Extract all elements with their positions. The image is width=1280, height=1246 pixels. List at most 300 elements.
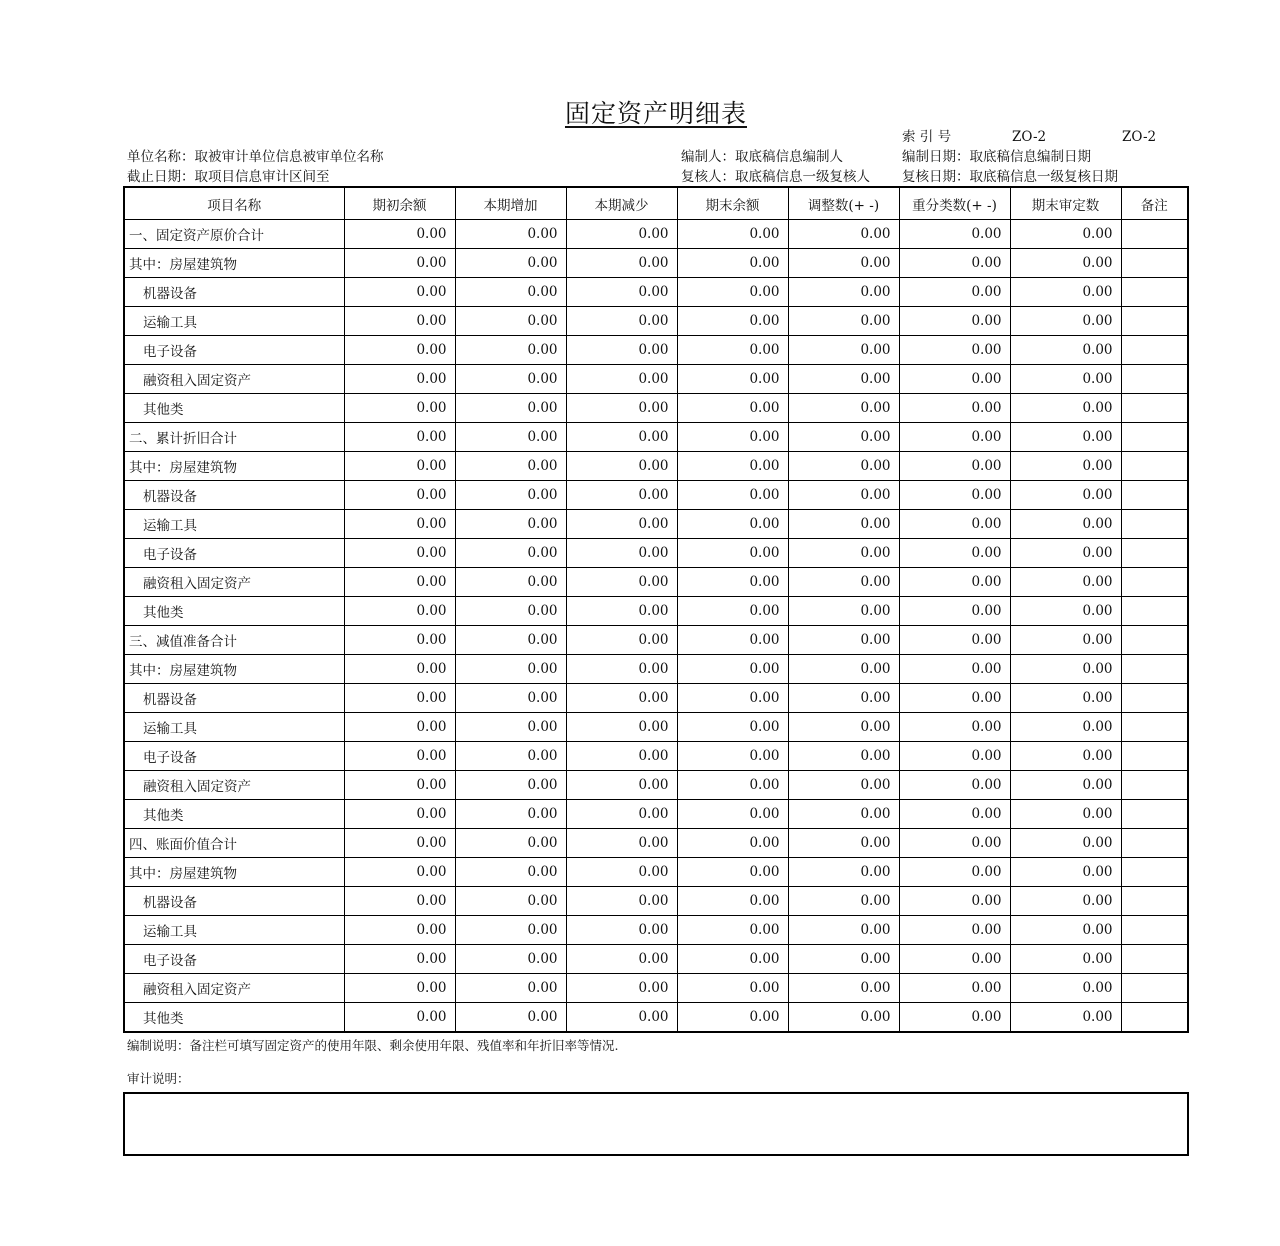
- amount-cell[interactable]: 0.00: [455, 249, 566, 278]
- amount-cell[interactable]: 0.00: [677, 684, 788, 713]
- table-row: [124, 568, 1188, 597]
- remark-cell[interactable]: [1121, 800, 1188, 829]
- amount-cell[interactable]: 0.00: [566, 249, 677, 278]
- remark-cell[interactable]: [1121, 626, 1188, 655]
- amount-cell[interactable]: 0.00: [1010, 510, 1121, 539]
- column-header: 期末余额: [677, 187, 788, 220]
- amount-cell[interactable]: 0.00: [677, 829, 788, 858]
- amount-cell[interactable]: 0.00: [344, 684, 455, 713]
- row-item-name: 运输工具: [124, 713, 344, 742]
- amount-cell[interactable]: 0.00: [1010, 684, 1121, 713]
- row-item-name: 其中：房屋建筑物: [124, 858, 344, 887]
- column-header: 期初余额: [344, 187, 455, 220]
- amount-cell[interactable]: 0.00: [899, 539, 1010, 568]
- amount-cell[interactable]: 0.00: [899, 713, 1010, 742]
- amount-cell[interactable]: 0.00: [677, 394, 788, 423]
- table-row: [124, 858, 1188, 887]
- amount-cell[interactable]: 0.00: [1010, 365, 1121, 394]
- amount-cell[interactable]: 0.00: [677, 974, 788, 1003]
- table-row: [124, 423, 1188, 452]
- table-row: [124, 307, 1188, 336]
- amount-cell[interactable]: 0.00: [566, 829, 677, 858]
- table-row: [124, 220, 1188, 249]
- amount-cell[interactable]: 0.00: [566, 974, 677, 1003]
- amount-cell[interactable]: 0.00: [566, 597, 677, 626]
- amount-cell[interactable]: 0.00: [1010, 1003, 1121, 1033]
- amount-cell[interactable]: 0.00: [899, 771, 1010, 800]
- index-value-secondary: ZO-2: [1122, 129, 1157, 145]
- amount-cell[interactable]: 0.00: [1010, 568, 1121, 597]
- row-item-name: 机器设备: [124, 684, 344, 713]
- amount-cell[interactable]: 0.00: [344, 800, 455, 829]
- amount-cell[interactable]: 0.00: [1010, 394, 1121, 423]
- remark-cell[interactable]: [1121, 510, 1188, 539]
- amount-cell[interactable]: 0.00: [566, 1003, 677, 1033]
- amount-cell[interactable]: 0.00: [344, 307, 455, 336]
- amount-cell[interactable]: 0.00: [344, 1003, 455, 1033]
- amount-cell[interactable]: 0.00: [455, 945, 566, 974]
- amount-cell[interactable]: 0.00: [1010, 481, 1121, 510]
- amount-cell[interactable]: 0.00: [344, 713, 455, 742]
- amount-cell[interactable]: 0.00: [788, 249, 899, 278]
- amount-cell[interactable]: 0.00: [455, 423, 566, 452]
- amount-cell[interactable]: 0.00: [788, 481, 899, 510]
- remark-cell[interactable]: [1121, 394, 1188, 423]
- amount-cell[interactable]: 0.00: [455, 452, 566, 481]
- amount-cell[interactable]: 0.00: [566, 307, 677, 336]
- amount-cell[interactable]: 0.00: [788, 974, 899, 1003]
- remark-cell[interactable]: [1121, 539, 1188, 568]
- table-row: [124, 336, 1188, 365]
- remark-cell[interactable]: [1121, 336, 1188, 365]
- amount-cell[interactable]: 0.00: [566, 568, 677, 597]
- amount-cell[interactable]: 0.00: [1010, 626, 1121, 655]
- amount-cell[interactable]: 0.00: [788, 597, 899, 626]
- amount-cell[interactable]: 0.00: [1010, 423, 1121, 452]
- amount-cell[interactable]: 0.00: [677, 249, 788, 278]
- amount-cell[interactable]: 0.00: [677, 568, 788, 597]
- preparation-note: 编制说明：备注栏可填写固定资产的使用年限、剩余使用年限、残值率和年折旧率等情况.: [127, 1038, 619, 1053]
- amount-cell[interactable]: 0.00: [788, 684, 899, 713]
- row-item-name: 电子设备: [124, 336, 344, 365]
- amount-cell[interactable]: 0.00: [788, 278, 899, 307]
- amount-cell[interactable]: 0.00: [899, 423, 1010, 452]
- table-row: [124, 1003, 1188, 1033]
- table-row: [124, 974, 1188, 1003]
- remark-cell[interactable]: [1121, 220, 1188, 249]
- index-value: ZO-2: [1012, 129, 1047, 145]
- table-row: [124, 916, 1188, 945]
- index-label: 索 引 号: [902, 129, 952, 145]
- amount-cell[interactable]: 0.00: [1010, 597, 1121, 626]
- amount-cell[interactable]: 0.00: [455, 858, 566, 887]
- remark-cell[interactable]: [1121, 742, 1188, 771]
- amount-cell[interactable]: 0.00: [344, 597, 455, 626]
- remark-cell[interactable]: [1121, 945, 1188, 974]
- table-body: [124, 220, 1188, 1033]
- preparer: 编制人：取底稿信息编制人: [681, 149, 843, 165]
- amount-cell[interactable]: 0.00: [566, 945, 677, 974]
- amount-cell[interactable]: 0.00: [788, 887, 899, 916]
- amount-cell[interactable]: 0.00: [455, 742, 566, 771]
- amount-cell[interactable]: 0.00: [899, 626, 1010, 655]
- amount-cell[interactable]: 0.00: [344, 539, 455, 568]
- row-item-name: 一、固定资产原价合计: [124, 220, 344, 249]
- amount-cell[interactable]: 0.00: [899, 829, 1010, 858]
- amount-cell[interactable]: 0.00: [566, 481, 677, 510]
- amount-cell[interactable]: 0.00: [788, 800, 899, 829]
- row-item-name: 机器设备: [124, 481, 344, 510]
- remark-cell[interactable]: [1121, 771, 1188, 800]
- amount-cell[interactable]: 0.00: [455, 829, 566, 858]
- column-header: 本期增加: [455, 187, 566, 220]
- amount-cell[interactable]: 0.00: [455, 771, 566, 800]
- table-row: [124, 481, 1188, 510]
- amount-cell[interactable]: 0.00: [899, 858, 1010, 887]
- amount-cell[interactable]: 0.00: [1010, 858, 1121, 887]
- amount-cell[interactable]: 0.00: [344, 365, 455, 394]
- amount-cell[interactable]: 0.00: [677, 800, 788, 829]
- amount-cell[interactable]: 0.00: [677, 365, 788, 394]
- amount-cell[interactable]: 0.00: [677, 452, 788, 481]
- amount-cell[interactable]: 0.00: [344, 510, 455, 539]
- amount-cell[interactable]: 0.00: [344, 278, 455, 307]
- amount-cell[interactable]: 0.00: [899, 568, 1010, 597]
- amount-cell[interactable]: 0.00: [1010, 974, 1121, 1003]
- amount-cell[interactable]: 0.00: [899, 481, 1010, 510]
- amount-cell[interactable]: 0.00: [677, 336, 788, 365]
- amount-cell[interactable]: 0.00: [677, 539, 788, 568]
- page-title: 固定资产明细表: [564, 99, 747, 128]
- amount-cell[interactable]: 0.00: [788, 336, 899, 365]
- amount-cell[interactable]: 0.00: [566, 336, 677, 365]
- remark-cell[interactable]: [1121, 278, 1188, 307]
- amount-cell[interactable]: 0.00: [344, 626, 455, 655]
- row-item-name: 二、累计折旧合计: [124, 423, 344, 452]
- amount-cell[interactable]: 0.00: [455, 655, 566, 684]
- amount-cell[interactable]: 0.00: [566, 452, 677, 481]
- audit-note-label: 审计说明：: [127, 1071, 190, 1086]
- amount-cell[interactable]: 0.00: [455, 307, 566, 336]
- amount-cell[interactable]: 0.00: [455, 916, 566, 945]
- row-item-name: 融资租入固定资产: [124, 974, 344, 1003]
- amount-cell[interactable]: 0.00: [677, 916, 788, 945]
- amount-cell[interactable]: 0.00: [344, 945, 455, 974]
- amount-cell[interactable]: 0.00: [788, 1003, 899, 1033]
- remark-cell[interactable]: [1121, 916, 1188, 945]
- amount-cell[interactable]: 0.00: [677, 626, 788, 655]
- amount-cell[interactable]: 0.00: [1010, 713, 1121, 742]
- amount-cell[interactable]: 0.00: [899, 365, 1010, 394]
- table-row: [124, 945, 1188, 974]
- table-header-row: [124, 187, 1188, 220]
- amount-cell[interactable]: 0.00: [899, 974, 1010, 1003]
- row-item-name: 其他类: [124, 1003, 344, 1033]
- amount-cell[interactable]: 0.00: [566, 800, 677, 829]
- amount-cell[interactable]: 0.00: [788, 829, 899, 858]
- amount-cell[interactable]: 0.00: [455, 510, 566, 539]
- amount-cell[interactable]: 0.00: [455, 800, 566, 829]
- amount-cell[interactable]: 0.00: [455, 626, 566, 655]
- amount-cell[interactable]: 0.00: [344, 452, 455, 481]
- amount-cell[interactable]: 0.00: [788, 742, 899, 771]
- amount-cell[interactable]: 0.00: [344, 974, 455, 1003]
- amount-cell[interactable]: 0.00: [1010, 800, 1121, 829]
- row-item-name: 其中：房屋建筑物: [124, 249, 344, 278]
- row-item-name: 其他类: [124, 800, 344, 829]
- row-item-name: 机器设备: [124, 887, 344, 916]
- amount-cell[interactable]: 0.00: [566, 742, 677, 771]
- audit-note-box[interactable]: [123, 1092, 1189, 1156]
- amount-cell[interactable]: 0.00: [344, 568, 455, 597]
- amount-cell[interactable]: 0.00: [344, 394, 455, 423]
- amount-cell[interactable]: 0.00: [899, 220, 1010, 249]
- row-item-name: 电子设备: [124, 742, 344, 771]
- remark-cell[interactable]: [1121, 1003, 1188, 1033]
- amount-cell[interactable]: 0.00: [344, 742, 455, 771]
- amount-cell[interactable]: 0.00: [677, 307, 788, 336]
- amount-cell[interactable]: 0.00: [677, 771, 788, 800]
- amount-cell[interactable]: 0.00: [566, 771, 677, 800]
- amount-cell[interactable]: 0.00: [788, 916, 899, 945]
- amount-cell[interactable]: 0.00: [1010, 220, 1121, 249]
- table-row: [124, 626, 1188, 655]
- prepare-date: 编制日期：取底稿信息编制日期: [902, 149, 1091, 165]
- amount-cell[interactable]: 0.00: [788, 568, 899, 597]
- amount-cell[interactable]: 0.00: [1010, 452, 1121, 481]
- amount-cell[interactable]: 0.00: [677, 887, 788, 916]
- amount-cell[interactable]: 0.00: [566, 539, 677, 568]
- amount-cell[interactable]: 0.00: [455, 220, 566, 249]
- amount-cell[interactable]: 0.00: [899, 510, 1010, 539]
- amount-cell[interactable]: 0.00: [677, 858, 788, 887]
- amount-cell[interactable]: 0.00: [899, 597, 1010, 626]
- amount-cell[interactable]: 0.00: [566, 220, 677, 249]
- amount-cell[interactable]: 0.00: [1010, 829, 1121, 858]
- row-item-name: 其中：房屋建筑物: [124, 655, 344, 684]
- amount-cell[interactable]: 0.00: [455, 365, 566, 394]
- row-item-name: 其中：房屋建筑物: [124, 452, 344, 481]
- amount-cell[interactable]: 0.00: [344, 858, 455, 887]
- row-item-name: 运输工具: [124, 307, 344, 336]
- amount-cell[interactable]: 0.00: [677, 220, 788, 249]
- row-item-name: 机器设备: [124, 278, 344, 307]
- amount-cell[interactable]: 0.00: [899, 684, 1010, 713]
- remark-cell[interactable]: [1121, 568, 1188, 597]
- remark-cell[interactable]: [1121, 887, 1188, 916]
- amount-cell[interactable]: 0.00: [566, 626, 677, 655]
- amount-cell[interactable]: 0.00: [1010, 278, 1121, 307]
- amount-cell[interactable]: 0.00: [1010, 916, 1121, 945]
- amount-cell[interactable]: 0.00: [677, 713, 788, 742]
- table-row: [124, 713, 1188, 742]
- amount-cell[interactable]: 0.00: [899, 1003, 1010, 1033]
- row-item-name: 运输工具: [124, 916, 344, 945]
- amount-cell[interactable]: 0.00: [344, 771, 455, 800]
- table-row: [124, 452, 1188, 481]
- amount-cell[interactable]: 0.00: [455, 568, 566, 597]
- amount-cell[interactable]: 0.00: [788, 771, 899, 800]
- cutoff-date: 截止日期：取项目信息审计区间至: [127, 169, 330, 185]
- amount-cell[interactable]: 0.00: [1010, 742, 1121, 771]
- amount-cell[interactable]: 0.00: [788, 220, 899, 249]
- amount-cell[interactable]: 0.00: [1010, 307, 1121, 336]
- amount-cell[interactable]: 0.00: [344, 887, 455, 916]
- amount-cell[interactable]: 0.00: [899, 394, 1010, 423]
- column-header: 期末审定数: [1010, 187, 1121, 220]
- amount-cell[interactable]: 0.00: [455, 394, 566, 423]
- amount-cell[interactable]: 0.00: [899, 278, 1010, 307]
- row-item-name: 融资租入固定资产: [124, 568, 344, 597]
- amount-cell[interactable]: 0.00: [788, 858, 899, 887]
- amount-cell[interactable]: 0.00: [788, 655, 899, 684]
- row-item-name: 其他类: [124, 597, 344, 626]
- amount-cell[interactable]: 0.00: [344, 249, 455, 278]
- amount-cell[interactable]: 0.00: [788, 539, 899, 568]
- amount-cell[interactable]: 0.00: [566, 713, 677, 742]
- amount-cell[interactable]: 0.00: [899, 307, 1010, 336]
- amount-cell[interactable]: 0.00: [899, 945, 1010, 974]
- amount-cell[interactable]: 0.00: [677, 597, 788, 626]
- table-row: [124, 829, 1188, 858]
- remark-cell[interactable]: [1121, 423, 1188, 452]
- amount-cell[interactable]: 0.00: [455, 597, 566, 626]
- remark-cell[interactable]: [1121, 829, 1188, 858]
- amount-cell[interactable]: 0.00: [788, 452, 899, 481]
- table-row: [124, 887, 1188, 916]
- row-item-name: 电子设备: [124, 539, 344, 568]
- amount-cell[interactable]: 0.00: [788, 945, 899, 974]
- amount-cell[interactable]: 0.00: [1010, 771, 1121, 800]
- remark-cell[interactable]: [1121, 655, 1188, 684]
- remark-cell[interactable]: [1121, 481, 1188, 510]
- amount-cell[interactable]: 0.00: [344, 481, 455, 510]
- amount-cell[interactable]: 0.00: [455, 713, 566, 742]
- row-item-name: 运输工具: [124, 510, 344, 539]
- amount-cell[interactable]: 0.00: [566, 684, 677, 713]
- amount-cell[interactable]: 0.00: [455, 278, 566, 307]
- amount-cell[interactable]: 0.00: [566, 278, 677, 307]
- reviewer: 复核人：取底稿信息一级复核人: [681, 169, 870, 185]
- amount-cell[interactable]: 0.00: [788, 626, 899, 655]
- remark-cell[interactable]: [1121, 365, 1188, 394]
- amount-cell[interactable]: 0.00: [1010, 887, 1121, 916]
- amount-cell[interactable]: 0.00: [899, 655, 1010, 684]
- amount-cell[interactable]: 0.00: [566, 858, 677, 887]
- amount-cell[interactable]: 0.00: [566, 365, 677, 394]
- table-row: [124, 742, 1188, 771]
- amount-cell[interactable]: 0.00: [344, 220, 455, 249]
- fixed-asset-table: [123, 186, 1189, 1033]
- amount-cell[interactable]: 0.00: [455, 481, 566, 510]
- amount-cell[interactable]: 0.00: [788, 510, 899, 539]
- row-item-name: 融资租入固定资产: [124, 365, 344, 394]
- table-row: [124, 655, 1188, 684]
- amount-cell[interactable]: 0.00: [899, 249, 1010, 278]
- table-row: [124, 365, 1188, 394]
- table-row: [124, 539, 1188, 568]
- amount-cell[interactable]: 0.00: [677, 655, 788, 684]
- amount-cell[interactable]: 0.00: [566, 423, 677, 452]
- amount-cell[interactable]: 0.00: [1010, 249, 1121, 278]
- remark-cell[interactable]: [1121, 858, 1188, 887]
- remark-cell[interactable]: [1121, 713, 1188, 742]
- amount-cell[interactable]: 0.00: [344, 336, 455, 365]
- amount-cell[interactable]: 0.00: [788, 423, 899, 452]
- amount-cell[interactable]: 0.00: [344, 829, 455, 858]
- table-row: [124, 800, 1188, 829]
- amount-cell[interactable]: 0.00: [1010, 539, 1121, 568]
- amount-cell[interactable]: 0.00: [344, 423, 455, 452]
- amount-cell[interactable]: 0.00: [677, 278, 788, 307]
- amount-cell[interactable]: 0.00: [677, 481, 788, 510]
- amount-cell[interactable]: 0.00: [455, 887, 566, 916]
- amount-cell[interactable]: 0.00: [566, 394, 677, 423]
- amount-cell[interactable]: 0.00: [788, 365, 899, 394]
- amount-cell[interactable]: 0.00: [455, 684, 566, 713]
- remark-cell[interactable]: [1121, 249, 1188, 278]
- amount-cell[interactable]: 0.00: [344, 655, 455, 684]
- amount-cell[interactable]: 0.00: [788, 307, 899, 336]
- amount-cell[interactable]: 0.00: [1010, 945, 1121, 974]
- remark-cell[interactable]: [1121, 307, 1188, 336]
- amount-cell[interactable]: 0.00: [566, 887, 677, 916]
- amount-cell[interactable]: 0.00: [899, 742, 1010, 771]
- table-row: [124, 278, 1188, 307]
- remark-cell[interactable]: [1121, 597, 1188, 626]
- row-item-name: 其他类: [124, 394, 344, 423]
- row-item-name: 融资租入固定资产: [124, 771, 344, 800]
- amount-cell[interactable]: 0.00: [899, 800, 1010, 829]
- amount-cell[interactable]: 0.00: [455, 539, 566, 568]
- row-item-name: 三、减值准备合计: [124, 626, 344, 655]
- column-header: 项目名称: [124, 187, 344, 220]
- amount-cell[interactable]: 0.00: [677, 945, 788, 974]
- remark-cell[interactable]: [1121, 684, 1188, 713]
- amount-cell[interactable]: 0.00: [677, 423, 788, 452]
- table-row: [124, 249, 1188, 278]
- remark-cell[interactable]: [1121, 974, 1188, 1003]
- amount-cell[interactable]: 0.00: [677, 510, 788, 539]
- table-row: [124, 597, 1188, 626]
- amount-cell[interactable]: 0.00: [1010, 336, 1121, 365]
- amount-cell[interactable]: 0.00: [566, 655, 677, 684]
- column-header: 重分类数(+ -): [899, 187, 1010, 220]
- amount-cell[interactable]: 0.00: [566, 510, 677, 539]
- amount-cell[interactable]: 0.00: [677, 742, 788, 771]
- amount-cell[interactable]: 0.00: [899, 887, 1010, 916]
- row-item-name: 四、账面价值合计: [124, 829, 344, 858]
- unit-name: 单位名称：取被审计单位信息被审单位名称: [127, 149, 384, 165]
- amount-cell[interactable]: 0.00: [677, 1003, 788, 1033]
- amount-cell[interactable]: 0.00: [899, 916, 1010, 945]
- amount-cell[interactable]: 0.00: [899, 336, 1010, 365]
- amount-cell[interactable]: 0.00: [455, 1003, 566, 1033]
- remark-cell[interactable]: [1121, 452, 1188, 481]
- amount-cell[interactable]: 0.00: [344, 916, 455, 945]
- amount-cell[interactable]: 0.00: [899, 452, 1010, 481]
- amount-cell[interactable]: 0.00: [788, 394, 899, 423]
- column-header: 备注: [1121, 187, 1188, 220]
- amount-cell[interactable]: 0.00: [566, 916, 677, 945]
- amount-cell[interactable]: 0.00: [788, 713, 899, 742]
- amount-cell[interactable]: 0.00: [1010, 655, 1121, 684]
- review-date: 复核日期：取底稿信息一级复核日期: [902, 169, 1118, 185]
- amount-cell[interactable]: 0.00: [455, 974, 566, 1003]
- table-row: [124, 771, 1188, 800]
- amount-cell[interactable]: 0.00: [455, 336, 566, 365]
- column-header: 调整数(+ -): [788, 187, 899, 220]
